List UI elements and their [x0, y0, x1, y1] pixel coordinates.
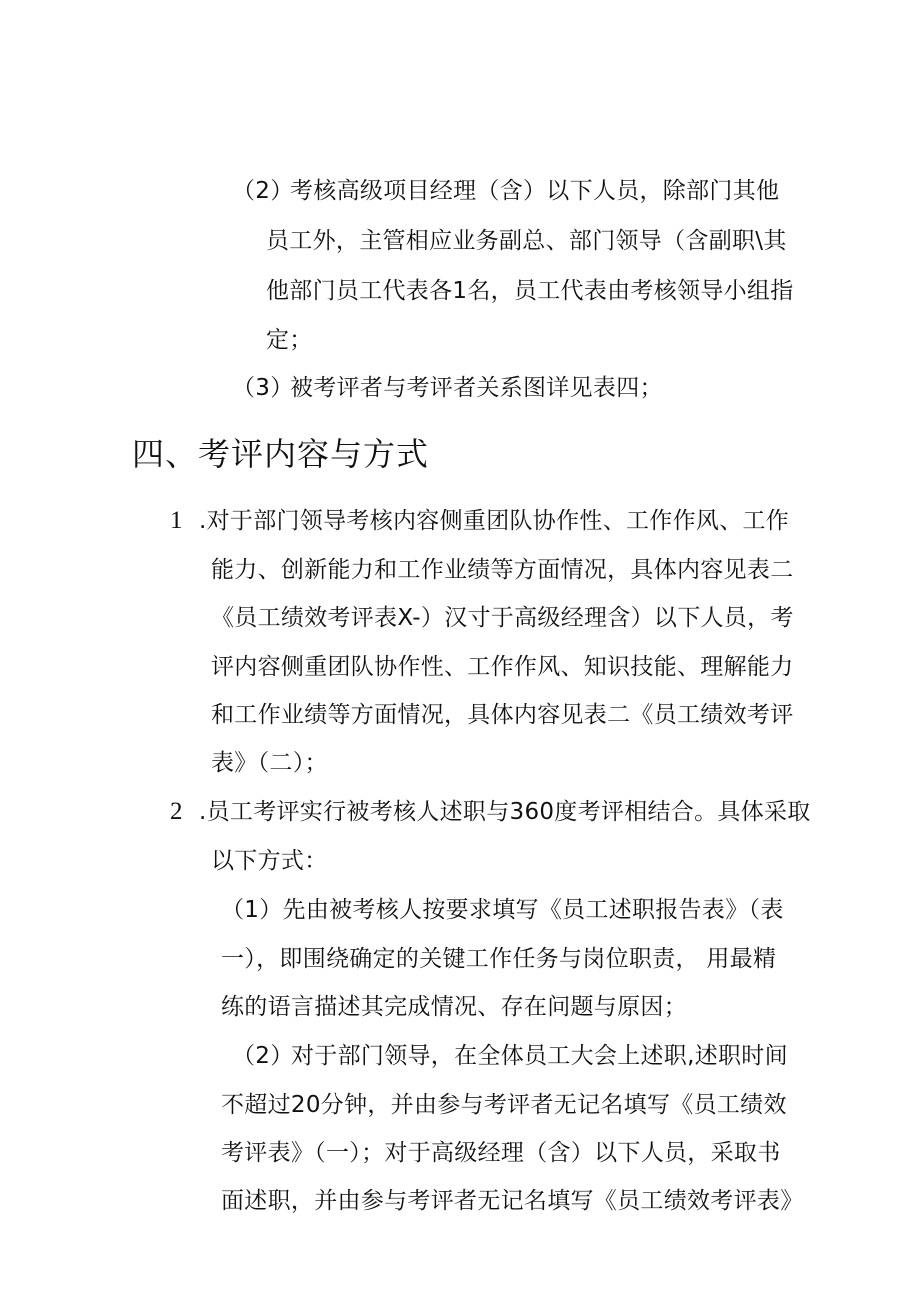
item-4-1-number: 1 — [170, 507, 183, 534]
item-4-2-line-2: 以下方式： — [211, 848, 328, 874]
item-4-2-2-line-4: 面述职，并由参与考评者无记名填写《员工绩效考评表》 — [221, 1188, 804, 1214]
item-4-1-line-1: .对于部门领导考核内容侧重团队协作性、工作作风、工作 — [199, 508, 790, 534]
item-4-1-line-4: 评内容侧重团队协作性、工作作风、知识技能、理解能力 — [211, 654, 794, 680]
item-4-2-2-line-2: 不超过20分钟，并由参与考评者无记名填写《员工绩效 — [221, 1092, 787, 1118]
item-3-2-line-4: 定； — [266, 327, 313, 353]
item-4-2-2-line-1: 对于部门领导，在全体员工大会上述职,述职时间 — [291, 1043, 788, 1069]
item-3-2-line-3: 他部门员工代表各1名，员工代表由考核领导小组指 — [266, 278, 794, 304]
item-3-2-marker: （2） — [232, 178, 294, 204]
item-4-2-2-line-3: 考评表》（一）；对于高级经理（含）以下人员，采取书 — [221, 1140, 781, 1166]
item-4-1-line-2: 能力、创新能力和工作业绩等方面情况，具体内容见表二 — [211, 557, 794, 583]
item-4-2-1-line-1: （1）先由被考核人按要求填写《员工述职报告表》（表 — [221, 897, 784, 923]
item-4-2-1-line-2: 一），即围绕确定的关键工作任务与岗位职责， 用最精 — [221, 946, 777, 972]
item-3-2-line-2: 员工外，主管相应业务副总、部门领导（含副职\其 — [266, 228, 787, 254]
item-3-3-line: 被考评者与考评者关系图详见表四； — [290, 375, 663, 401]
item-4-2-1-line-3: 练的语言描述其完成情况、存在问题与原因； — [221, 994, 687, 1020]
item-4-2-2-marker: （2） — [232, 1043, 294, 1069]
item-3-3-marker: （3） — [232, 375, 294, 401]
section-4-heading: 四、考评内容与方式 — [132, 435, 430, 473]
item-4-1-line-3: 《员工绩效考评表X-）汉寸于高级经理含）以下人员，考 — [211, 605, 794, 631]
item-3-2-line-1: 考核高级项目经理（含）以下人员，除部门其他 — [290, 178, 780, 204]
item-4-2-number: 2 — [170, 798, 183, 825]
item-4-2-line-1: .员工考评实行被考核人述职与360度考评相结合。具体采取 — [199, 799, 811, 825]
item-4-1-line-6: 表》（二）； — [211, 750, 328, 776]
item-4-1-line-5: 和工作业绩等方面情况，具体内容见表二《员工绩效考评 — [211, 702, 794, 728]
